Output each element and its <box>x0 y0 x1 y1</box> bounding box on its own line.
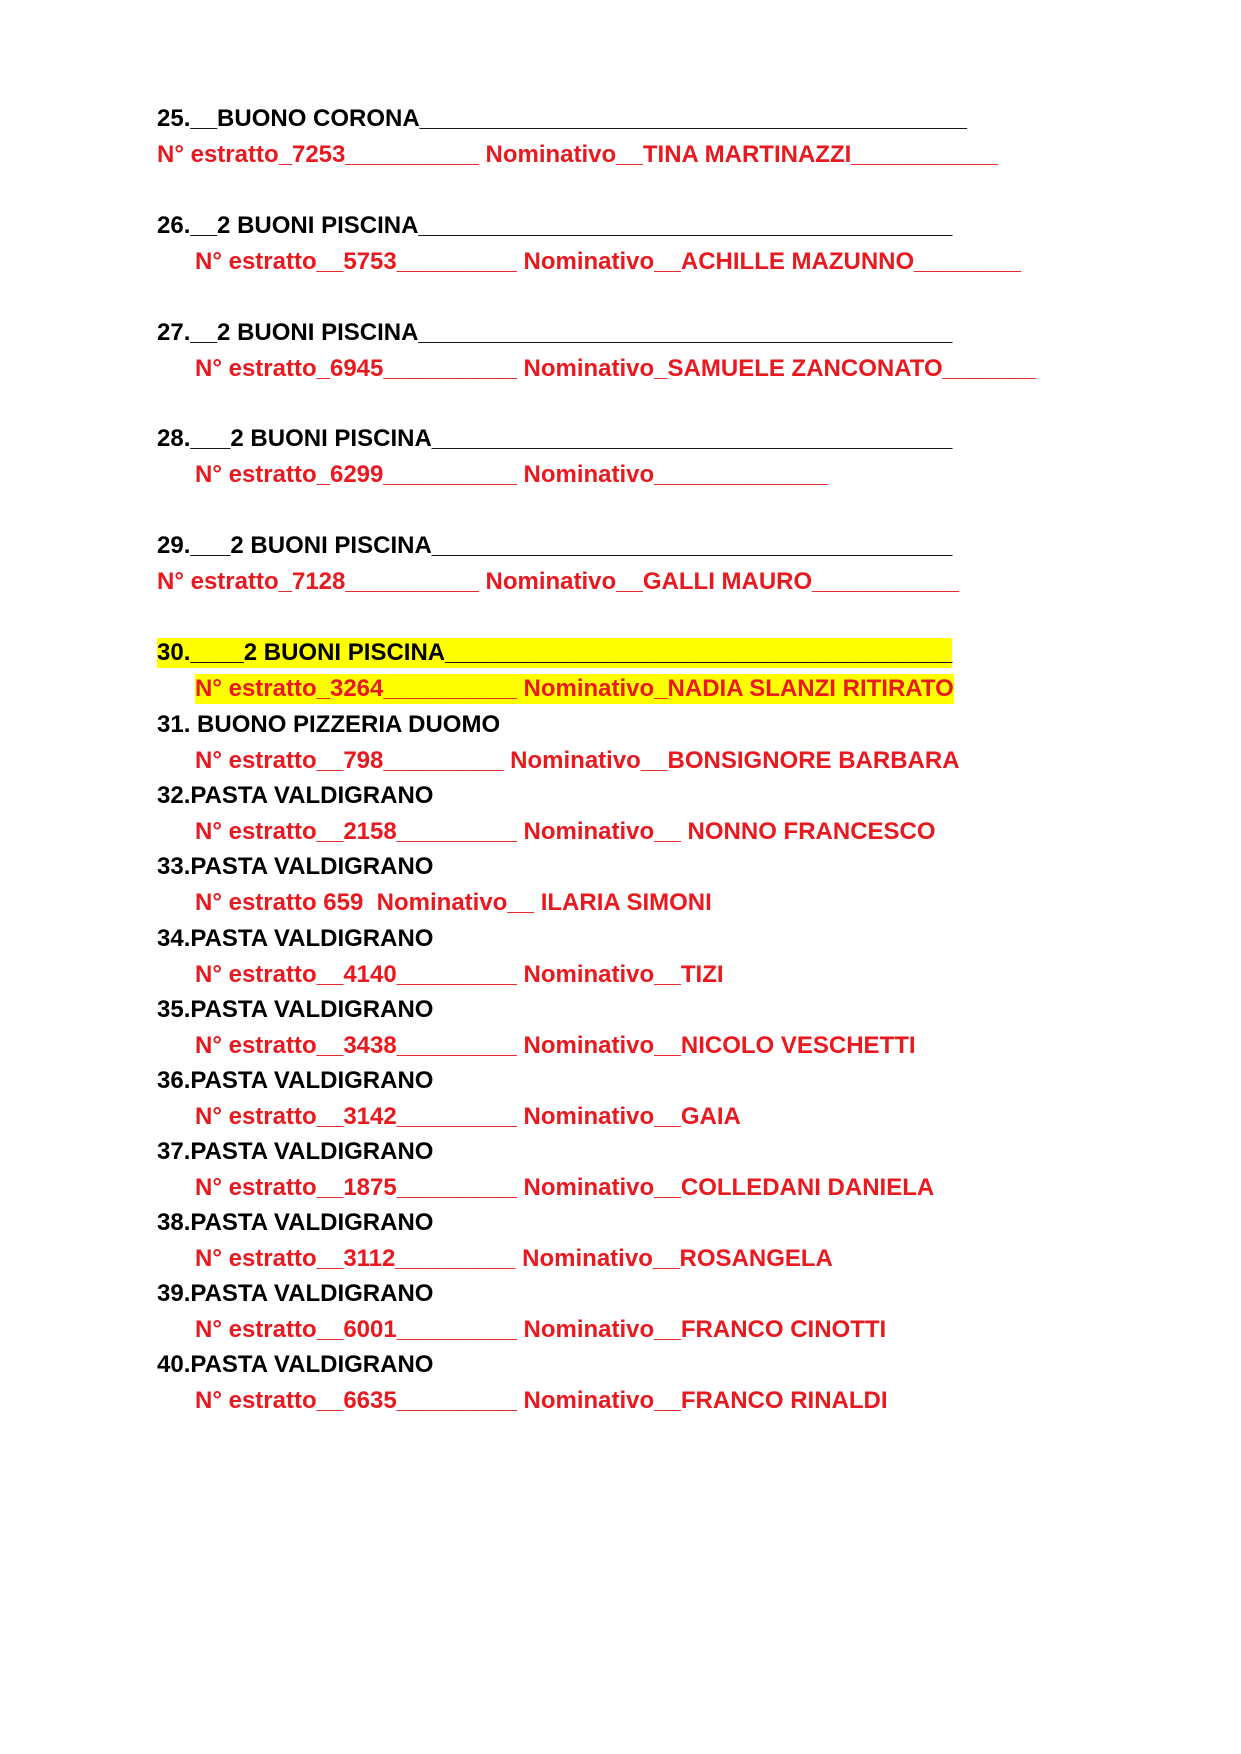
entry-34-line: N° estratto__4140_________ Nominativo__TIZI <box>195 961 724 988</box>
entry-31-line: N° estratto__798_________ Nominativo__BONSIGNORE BARBARA <box>195 747 960 774</box>
entry-39-line: N° estratto__6001_________ Nominativo__FRANCO CINOTTI <box>195 1316 887 1343</box>
entry-29-line: N° estratto_7128__________ Nominativo__GALLI MAURO___________ <box>157 568 960 595</box>
prize-38-line: 38.PASTA VALDIGRANO <box>157 1209 434 1236</box>
prize-40-line: 40.PASTA VALDIGRANO <box>157 1351 434 1378</box>
entry-30-line-highlighted: N° estratto_3264__________ Nominativo_NADIA SLANZI RITIRATO <box>195 675 954 702</box>
prize-26-line: 26.__2 BUONI PISCINA________________________________________ <box>157 212 953 239</box>
entry-38-line: N° estratto__3112_________ Nominativo__ROSANGELA <box>195 1245 833 1272</box>
prize-29-line: 29.___2 BUONI PISCINA_______________________________________ <box>157 532 953 559</box>
prize-36-line: 36.PASTA VALDIGRANO <box>157 1067 434 1094</box>
entry-26-line: N° estratto__5753_________ Nominativo__ACHILLE MAZUNNO________ <box>195 248 1021 275</box>
prize-34-line: 34.PASTA VALDIGRANO <box>157 925 434 952</box>
prize-35-line: 35.PASTA VALDIGRANO <box>157 996 434 1023</box>
prize-31-line: 31. BUONO PIZZERIA DUOMO <box>157 711 501 738</box>
entry-36-line: N° estratto__3142_________ Nominativo__GAIA <box>195 1103 741 1130</box>
prize-25-line: 25.__BUONO CORONA_________________________________________ <box>157 105 967 132</box>
entry-32-line: N° estratto__2158_________ Nominativo__ NONNO FRANCESCO <box>195 818 936 845</box>
prize-30-line-highlighted: 30.____2 BUONI PISCINA______________________________________ <box>157 639 953 666</box>
prize-37-line: 37.PASTA VALDIGRANO <box>157 1138 434 1165</box>
entry-33-line: N° estratto 659 Nominativo__ ILARIA SIMONI <box>195 889 712 916</box>
entry-37-line: N° estratto__1875_________ Nominativo__COLLEDANI DANIELA <box>195 1174 935 1201</box>
prize-28-line: 28.___2 BUONI PISCINA_______________________________________ <box>157 425 953 452</box>
prize-39-line: 39.PASTA VALDIGRANO <box>157 1280 434 1307</box>
entry-35-line: N° estratto__3438_________ Nominativo__NICOLO VESCHETTI <box>195 1032 916 1059</box>
entry-25-line: N° estratto_7253__________ Nominativo__TINA MARTINAZZI___________ <box>157 141 999 168</box>
prize-27-line: 27.__2 BUONI PISCINA________________________________________ <box>157 319 953 346</box>
entry-27-line: N° estratto_6945__________ Nominativo_SAMUELE ZANCONATO_______ <box>195 355 1037 382</box>
entry-28-line: N° estratto_6299__________ Nominativo_____________ <box>195 461 828 488</box>
prize-32-line: 32.PASTA VALDIGRANO <box>157 782 434 809</box>
entry-40-line: N° estratto__6635_________ Nominativo__FRANCO RINALDI <box>195 1387 888 1414</box>
prize-33-line: 33.PASTA VALDIGRANO <box>157 853 434 880</box>
